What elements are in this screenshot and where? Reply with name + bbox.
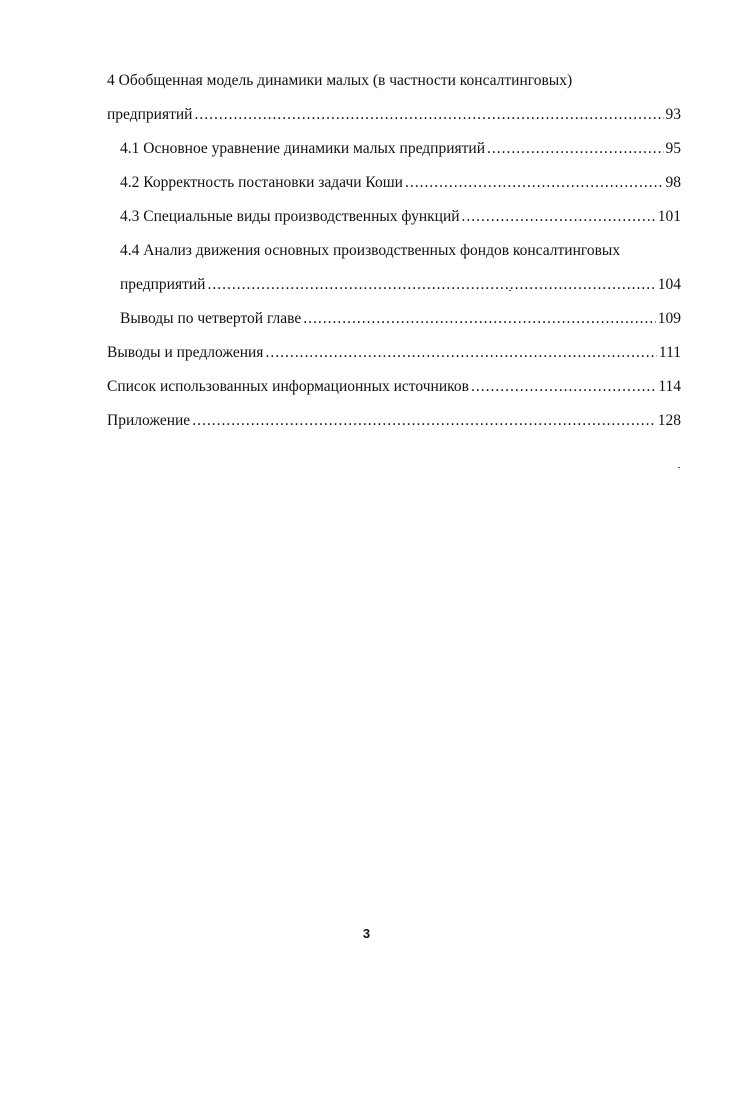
- toc-entry-title: предприятий: [107, 106, 193, 123]
- scan-speck: [509, 290, 511, 291]
- toc-entry-title: Список использованных информационных источников: [107, 378, 469, 395]
- toc-dot-leader: [207, 268, 655, 302]
- toc-entry-4-3[interactable]: [107, 200, 681, 234]
- toc-entry-conclusions[interactable]: [107, 336, 681, 370]
- toc-dot-leader: [462, 200, 656, 234]
- toc-dot-leader: [192, 404, 656, 438]
- toc-entry-4-2[interactable]: [107, 166, 681, 200]
- toc-entry-title: Выводы по четвертой главе: [120, 310, 302, 327]
- toc-entry-chapter-4-conclusions[interactable]: [107, 302, 681, 336]
- toc-entry-4-4-line1: [107, 234, 681, 268]
- toc-entry-title: Приложение: [107, 412, 191, 429]
- toc-page-number: 95: [665, 140, 681, 157]
- table-of-contents: [107, 64, 681, 438]
- toc-dot-leader: [303, 302, 656, 336]
- toc-dot-leader: [405, 166, 664, 200]
- toc-entry-title: 4.3 Специальные виды производственных функций: [120, 208, 460, 225]
- toc-entry-title: 4.1 Основное уравнение динамики малых предприятий: [120, 140, 485, 157]
- toc-dot-leader: [194, 98, 663, 132]
- page-number: 3: [362, 926, 371, 941]
- toc-entry-chapter-4[interactable]: [107, 98, 681, 132]
- toc-entry-title: предприятий: [120, 276, 206, 293]
- toc-dot-leader: [487, 132, 664, 166]
- toc-entry-references[interactable]: [107, 370, 681, 404]
- toc-page-number: 128: [657, 412, 681, 429]
- toc-entry-appendix[interactable]: [107, 404, 681, 438]
- toc-entry-title: 4.2 Корректность постановки задачи Коши: [120, 174, 403, 191]
- toc-dot-leader: [265, 336, 656, 370]
- scan-speck: [678, 467, 680, 468]
- toc-page-number: 104: [657, 276, 681, 293]
- toc-page-number: 109: [657, 310, 681, 327]
- toc-entry-4-4[interactable]: [107, 268, 681, 302]
- toc-dot-leader: [471, 370, 656, 404]
- toc-entry-chapter-4-line1: [107, 64, 681, 98]
- toc-entry-4-1[interactable]: [107, 132, 681, 166]
- toc-page-number: 93: [665, 106, 681, 123]
- toc-page-number: 111: [658, 344, 681, 361]
- toc-entry-title: Выводы и предложения: [107, 344, 264, 361]
- toc-page-number: 98: [665, 174, 681, 191]
- toc-page-number: 101: [657, 208, 681, 225]
- toc-entry-title: 4.4 Анализ движения основных производственных фондов консалтинговых: [120, 242, 621, 259]
- toc-entry-title: 4 Обобщенная модель динамики малых (в частности консалтинговых): [107, 72, 573, 89]
- toc-page-number: 114: [658, 378, 681, 395]
